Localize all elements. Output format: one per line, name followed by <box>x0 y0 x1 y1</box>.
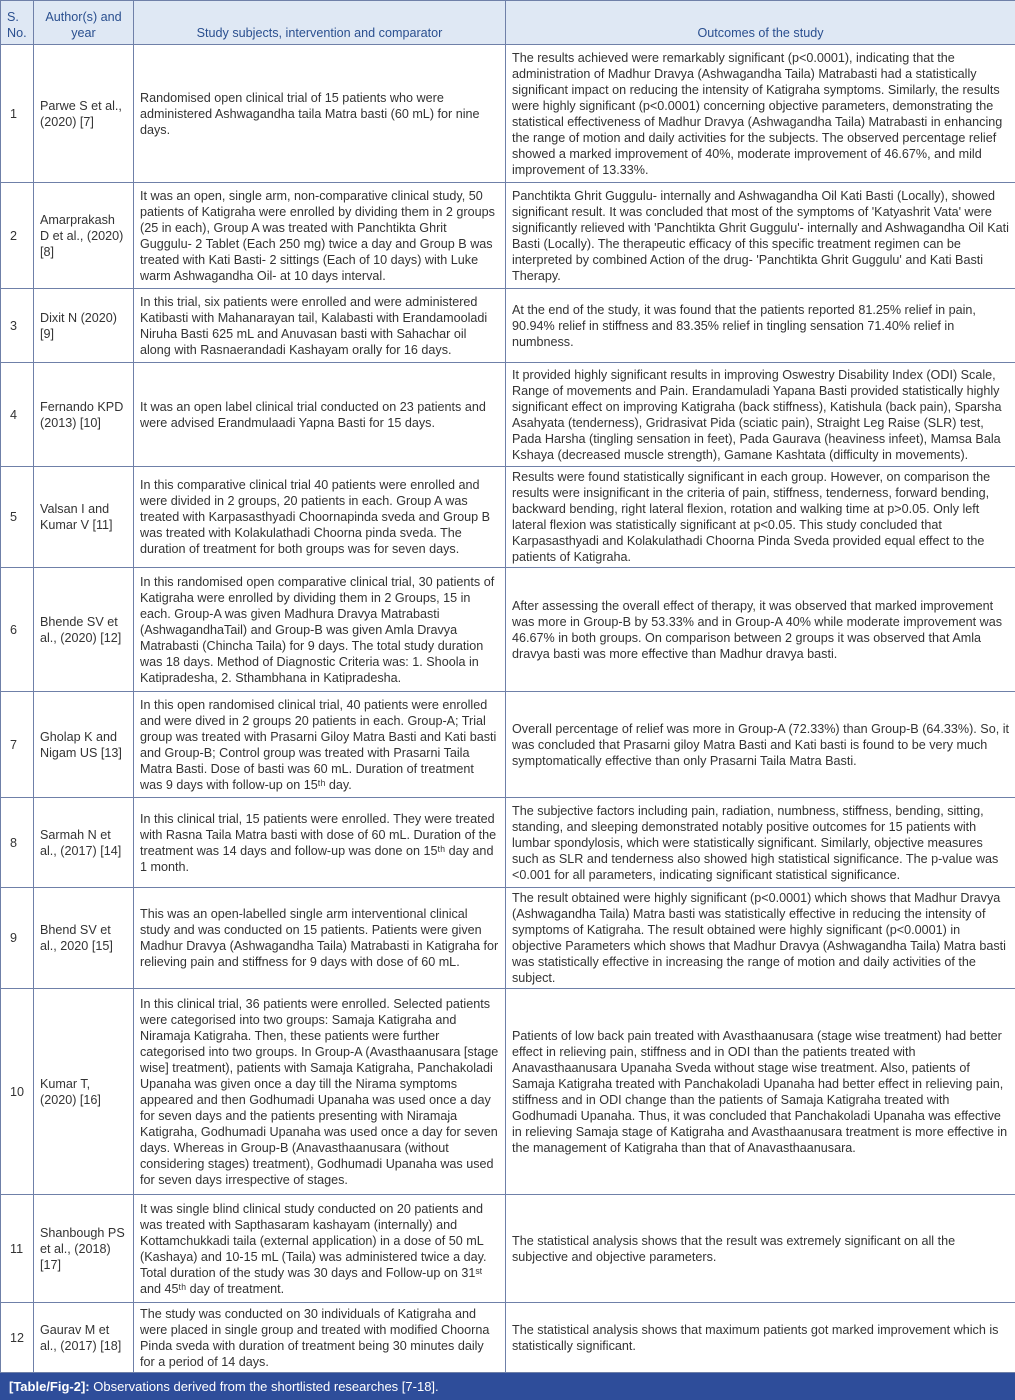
cell-sno: 12 <box>1 1303 34 1373</box>
cell-sno: 6 <box>1 568 34 692</box>
cell-outcome: At the end of the study, it was found that the patients reported 81.25% relief in pain, 90.94% relief in stiffness and 83.35% relief in tingling sensation 71.40% relief in numbness. <box>506 289 1015 363</box>
cell-sno: 4 <box>1 363 34 467</box>
table-row <box>1 45 1015 183</box>
table-header-row <box>1 1 1015 45</box>
table-caption <box>0 1373 1015 1400</box>
cell-sno: 7 <box>1 692 34 798</box>
cell-outcome: Patients of low back pain treated with Avasthaanusara (stage wise treatment) had better effect in relieving pain, stiffness and in ODI than the patients treated with Anavasthaanusara Upanaha Sveda without stage wise treatment. Also, patients of Samaja Katigraha treated with Panchakoladi Upanaha had better effect in relieving pain, stiffness and in ODI change than the patients of Samaja Katigraha treated with Godhumadi Upanaha. Thus, it was concluded that Panchakoladi Upanaha was effective in relieving Samaja stage of Katigraha and Avasthaanusara treatment is more effective in the management of Katigraha than that of Anavasthaanusara. <box>506 989 1015 1195</box>
cell-author: Amarprakash D et al., (2020) [8] <box>34 183 134 289</box>
cell-outcome: After assessing the overall effect of therapy, it was observed that marked improvement was more in Group-B by 53.33% and in Group-A 40% while moderate improvement was 46.67% in both groups. On comparison between 2 groups it was observed that Amla dravya basti was more effective than Madhur dravya basti. <box>506 568 1015 692</box>
table-row <box>1 692 1015 798</box>
cell-outcome: The subjective factors including pain, radiation, numbness, stiffness, bending, sitting, standing, and sleeping demonstrated notably positive outcomes for 15 patients with lumbar spondylosis, which were statistically significant. Similarly, objective measures such as SLR and tenderness also showed high statistical significance. The p-value was <0.001 for all parameters, indicating significant statistical significance. <box>506 798 1015 888</box>
table-row <box>1 888 1015 989</box>
cell-study: In this clinical trial, 36 patients were enrolled. Selected patients were categorised into two groups: Samaja Katigraha and Niramaja Katigraha. Then, these patients were further categorised into two groups. In Group-A (Avasthaanusara [stage wise] treatment), patients with Samaja Katigraha, Panchakoladi Upanaha was given once a day till the Nirama symptoms appeared and then Godhumadi Upanaha was used once a day for seven days and the patients presenting with Niramaja Katigraha, Godhumadi Upanaha was used once a day for seven days. Whereas in Group-B (Anavasthaanusara (without considering stages) treatment), Godhumadi Upanaha was used for seven days irrespective of stages. <box>134 989 506 1195</box>
cell-outcome: Results were found statistically significant in each group. However, on comparison the results were insignificant in the criteria of pain, stiffness, tenderness, forward bending, backward bending, right lateral flexion, rotation and walking time at p>0.05. Only left lateral flexion was statistically significant at p<0.05. This study concluded that Karpasasthyadi and Kolakulathadi Choorna Pinda Sveda provided equal effect to the patients of Katigraha. <box>506 467 1015 568</box>
table-row <box>1 568 1015 692</box>
cell-author: Gholap K and Nigam US [13] <box>34 692 134 798</box>
cell-author: Shanbough PS et al., (2018) [17] <box>34 1195 134 1303</box>
cell-sno: 11 <box>1 1195 34 1303</box>
cell-sno: 2 <box>1 183 34 289</box>
cell-study: This was an open-labelled single arm interventional clinical study and was conducted on 15 patients. Patients were given Madhur Dravya (Ashwagandha Taila) Matrabasti in Katigraha for relieving pain and stiffness for 9 days with dose of 60 mL. <box>134 888 506 989</box>
cell-author: Dixit N (2020) [9] <box>34 289 134 363</box>
cell-sno: 10 <box>1 989 34 1195</box>
cell-study: It was an open, single arm, non-comparative clinical study, 50 patients of Katigraha were enrolled by dividing them in 2 groups (25 in each), Group A was treated with Panchtikta Ghrit Guggulu- 2 Tablet (Each 250 mg) twice a day and Group B was treated with Kati Basti- 2 sittings (Each of 10 days) with Luke warm Ashwagandha Oil- at 10 days interval. <box>134 183 506 289</box>
cell-outcome: The results achieved were remarkably significant (p<0.0001), indicating that the administration of Madhur Dravya (Ashwagandha Taila) Matrabasti had a statistically significant impact on reducing the intensity of Katigraha symptoms. Similarly, the results were highly significant (p<0.0001) concerning objective parameters, demonstrating the statistical effectiveness of Madhur Dravya (Ashwagandha Taila) Matrabasti in enhancing the range of motion and daily activities for the subjects. The observed percentage relief showed a marked improvement of 40%, moderate improvement of 46.67%, and mild improvement of 13.33%. <box>506 45 1015 183</box>
table-row <box>1 467 1015 568</box>
caption-label: [Table/Fig-2]: <box>9 1379 90 1394</box>
cell-study: In this open randomised clinical trial, 40 patients were enrolled and were dived in 2 groups 20 patients in each. Group-A; Trial group was treated with Prasarni Giloy Matra Basti and Kati basti and Group-B; Control group was treated with Prasarni Taila Matra Basti. Dose of basti was 60 mL. Duration of treatment was 9 days with follow-up on 15ᵗʰ day. <box>134 692 506 798</box>
header-author: Author(s) and year <box>34 1 134 45</box>
cell-author: Sarmah N et al., (2017) [14] <box>34 798 134 888</box>
cell-sno: 1 <box>1 45 34 183</box>
table-row <box>1 363 1015 467</box>
caption-text: Observations derived from the shortlisted researches [7-18]. <box>93 1379 438 1394</box>
header-outcome: Outcomes of the study <box>506 1 1015 45</box>
table-row <box>1 798 1015 888</box>
cell-study: In this trial, six patients were enrolled and were administered Katibasti with Mahanarayan tail, Kalabasti with Erandamooladi Niruha Basti 625 mL and Anuvasan basti with Sahachar oil along with Rasnaerandadi Kashayam orally for 16 days. <box>134 289 506 363</box>
cell-sno: 8 <box>1 798 34 888</box>
cell-author: Kumar T, (2020) [16] <box>34 989 134 1195</box>
cell-study: It was an open label clinical trial conducted on 23 patients and were advised Erandmulaadi Yapna Basti for 15 days. <box>134 363 506 467</box>
cell-outcome: Overall percentage of relief was more in Group-A (72.33%) than Group-B (64.33%). So, it was concluded that Prasarni giloy Matra Basti and Kati basti is found to be very much symptomatically effective than only Prasarni Taila Matra Basti. <box>506 692 1015 798</box>
cell-author: Parwe S et al., (2020) [7] <box>34 45 134 183</box>
table-row <box>1 989 1015 1195</box>
cell-study: In this randomised open comparative clinical trial, 30 patients of Katigraha were enrolled by dividing them in 2 Groups, 15 in each. Group-A was given Madhura Dravya Matrabasti (AshwagandhaTail) and Group-B was given Amla Dravya Matrabasti (Chincha Taila) for 9 days. The total study duration was 18 days. Method of Diagnostic Criteria was: 1. Shoola in Katipradesha, 2. Sthambhana in Katipradesha. <box>134 568 506 692</box>
cell-outcome: Panchtikta Ghrit Guggulu- internally and Ashwagandha Oil Kati Basti (Locally), showed significant result. It was concluded that most of the symptoms of 'Katyashrit Vata' were significantly relieved with 'Panchtikta Ghrit Guggulu'- internally and Ashwagandha Oil Kati Basti (Locally). The therapeutic efficacy of this specific treatment regimen can be interpreted by combined Action of the drug- 'Panchtikta Ghrit Guggulu' and Kati Basti Therapy. <box>506 183 1015 289</box>
cell-author: Bhende SV et al., (2020) [12] <box>34 568 134 692</box>
cell-sno: 3 <box>1 289 34 363</box>
table-row <box>1 1303 1015 1373</box>
cell-author: Gaurav M et al., (2017) [18] <box>34 1303 134 1373</box>
cell-sno: 5 <box>1 467 34 568</box>
table-row <box>1 1195 1015 1303</box>
cell-author: Bhend SV et al., 2020 [15] <box>34 888 134 989</box>
cell-study: It was single blind clinical study conducted on 20 patients and was treated with Sapthasaram kashayam (internally) and Kottamchukkadi taila (external application) in a dose of 50 mL (Kashaya) and 10-15 mL (Taila) was administered twice a day. Total duration of the study was 30 days and Follow-up on 31ˢᵗ and 45ᵗʰ day of treatment. <box>134 1195 506 1303</box>
header-study: Study subjects, intervention and comparator <box>134 1 506 45</box>
cell-outcome: The result obtained were highly significant (p<0.0001) which shows that Madhur Dravya (Ashwagandha Taila) Matra basti was statistically effective in reducing the intensity of symptoms of Katigraha. The result obtained were highly significant (p<0.0001) in objective Parameters which shows that Madhur Dravya (Ashwagandha Taila) Matra basti was statistically effective in increasing the range of motion and daily activities of the subject. <box>506 888 1015 989</box>
cell-study: In this comparative clinical trial 40 patients were enrolled and were divided in 2 groups, 20 patients in each. Group A was treated with Karpasasthyadi Choornapinda sveda and Group B was treated with Kolakulathadi Choorna pinda sveda. The duration of treatment for both groups was for seven days. <box>134 467 506 568</box>
cell-study: Randomised open clinical trial of 15 patients who were administered Ashwagandha taila Matra basti (60 mL) for nine days. <box>134 45 506 183</box>
cell-outcome: The statistical analysis shows that maximum patients got marked improvement which is statistically significant. <box>506 1303 1015 1373</box>
cell-study: In this clinical trial, 15 patients were enrolled. They were treated with Rasna Taila Matra basti with dose of 60 mL. Duration of the treatment was 14 days and follow-up was done on 15ᵗʰ day and 1 month. <box>134 798 506 888</box>
table-row <box>1 183 1015 289</box>
cell-author: Valsan I and Kumar V [11] <box>34 467 134 568</box>
cell-outcome: The statistical analysis shows that the result was extremely significant on all the subjective and objective parameters. <box>506 1195 1015 1303</box>
table-row <box>1 289 1015 363</box>
cell-author: Fernando KPD (2013) [10] <box>34 363 134 467</box>
cell-sno: 9 <box>1 888 34 989</box>
cell-study: The study was conducted on 30 individuals of Katigraha and were placed in single group and treated with modified Choorna Pinda sveda with duration of treatment being 30 minutes daily for a period of 14 days. <box>134 1303 506 1373</box>
header-sno: S. No. <box>1 1 34 45</box>
cell-outcome: It provided highly significant results in improving Oswestry Disability Index (ODI) Scale, Range of movements and Pain. Erandamuladi Yapana Basti provided statistically highly significant effect on improving Katigraha (back stiffness), Katishula (back pain), Sparsha Asahyata (tenderness), Gridrasivat Pida (sciatic pain), Straight Leg Raise (SLR) test, Pada Harsha (tingling sensation in feet), Pada Gaurava (heaviness infeet), Mamsa Bala Kshaya (decreased muscle strength), Gamane Kashtata (difficulty in movements). <box>506 363 1015 467</box>
